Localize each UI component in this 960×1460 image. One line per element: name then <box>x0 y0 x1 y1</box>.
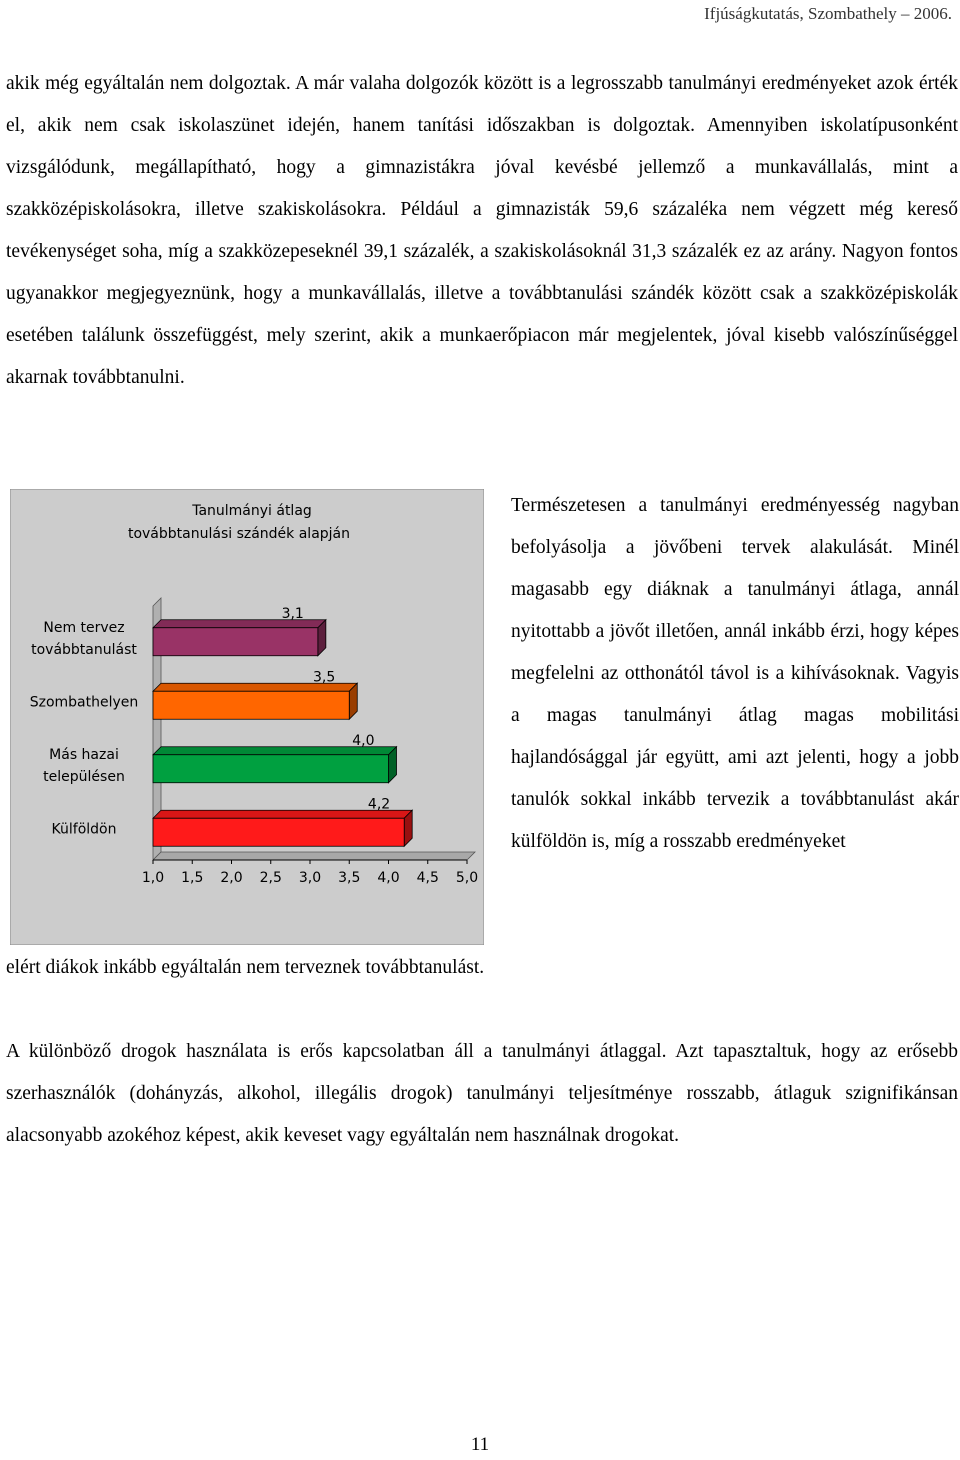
category-label: Más hazai <box>49 746 119 763</box>
side-text: Természetesen a tanulmányi eredményesség nagyban befolyásolja a jövőbeni tervek alakulását. Minél magasabb egy diáknak a tanulmányi átlaga, annál nyitottabb a jövőt illetően, annál inkább érzi, hogy képes megfelelni az otthonától távol is a kihívásoknak. Vagyis a magas tanulmányi átlag magas mobilitási hajlandósággal jár együtt, ami azt jelenti, hogy a jobb tanulók sokkal inkább tervezik a továbbtanulást akár külföldön is, míg a rosszabb eredményeket <box>511 495 959 852</box>
paragraph-1: akik még egyáltalán nem dolgoztak. A már valaha dolgozók között is a legrosszabb tanulmányi eredményeket azok érték el, akik nem csak iskolaszünet idején, hanem tanítási időszakban is dolgoztak. Amennyiben iskolatípusonként vizsgálódunk, megállapítható, hogy a gimnazistákra jóval kevésbé jellemző a munkavállalás, mint a szakközépiskolásokra, illetve szakiskolásokra. Például a gimnazisták 59,6 százaléka nem végzett még kereső tevékenységet soha, míg a szakközepeseknél 39,1 százalék, a szakiskolásoknál 31,3 százalék ez az arány. Nagyon fontos ugyanakkor megjegyeznünk, hogy a munkavállalás, illetve a továbbtanulási szándék között csak a szakközépiskolák esetében találunk összefüggést, mely szerint, akik a munkaerőpiacon már megjelentek, jóval kisebb valószínűséggel akarnak továbbtanulni. <box>6 73 958 388</box>
side-text-tail: elért diákok inkább egyáltalán nem terveznek továbbtanulást. <box>6 957 485 978</box>
x-tick-label: 4,0 <box>377 870 400 886</box>
bar <box>153 755 389 783</box>
x-tick-label: 1,5 <box>181 870 204 886</box>
bar <box>153 818 404 846</box>
paragraph-2: A különböző drogok használata is erős kapcsolatban áll a tanulmányi átlaggal. Azt tapasztaltuk, hogy az erősebb szerhasználók (dohányzás, alkohol, illegális drogok) tanulmányi teljesítménye rosszabb, átlaguk szignifikánsan alacsonyabb azokéhoz képest, akik keveset vagy egyáltalán nem használnak drogokat. <box>6 1041 958 1146</box>
x-tick-label: 2,0 <box>220 870 243 886</box>
category-label: Szombathelyen <box>29 694 139 711</box>
x-tick-label: 4,5 <box>416 870 439 886</box>
category-label: Nem tervez <box>43 619 125 636</box>
chart-floor <box>153 852 475 860</box>
category-label: továbbtanulást <box>31 641 137 658</box>
running-header: Ifjúságkutatás, Szombathely – 2006. <box>704 4 952 23</box>
chart-title-line-1: Tanulmányi átlag <box>192 503 312 519</box>
bar-value-label: 3,5 <box>312 669 336 686</box>
bar-chart-svg <box>10 489 484 945</box>
bar <box>153 628 318 656</box>
x-tick-label: 2,5 <box>259 870 282 886</box>
x-tick-label: 3,5 <box>338 870 361 886</box>
bar-value-label: 3,1 <box>281 605 304 622</box>
bar <box>153 691 349 719</box>
page-number: 11 <box>470 1434 490 1455</box>
category-label: Külföldön <box>51 821 117 838</box>
x-tick-label: 1,0 <box>141 870 165 886</box>
bar-chart <box>10 489 484 945</box>
x-tick-label: 5,0 <box>455 870 479 886</box>
bar-value-label: 4,0 <box>352 732 375 749</box>
category-label: településen <box>43 768 125 785</box>
bar-value-label: 4,2 <box>367 796 391 813</box>
chart-title-line-2: továbbtanulási szándék alapján <box>127 526 351 542</box>
x-tick-label: 3,0 <box>298 870 322 886</box>
